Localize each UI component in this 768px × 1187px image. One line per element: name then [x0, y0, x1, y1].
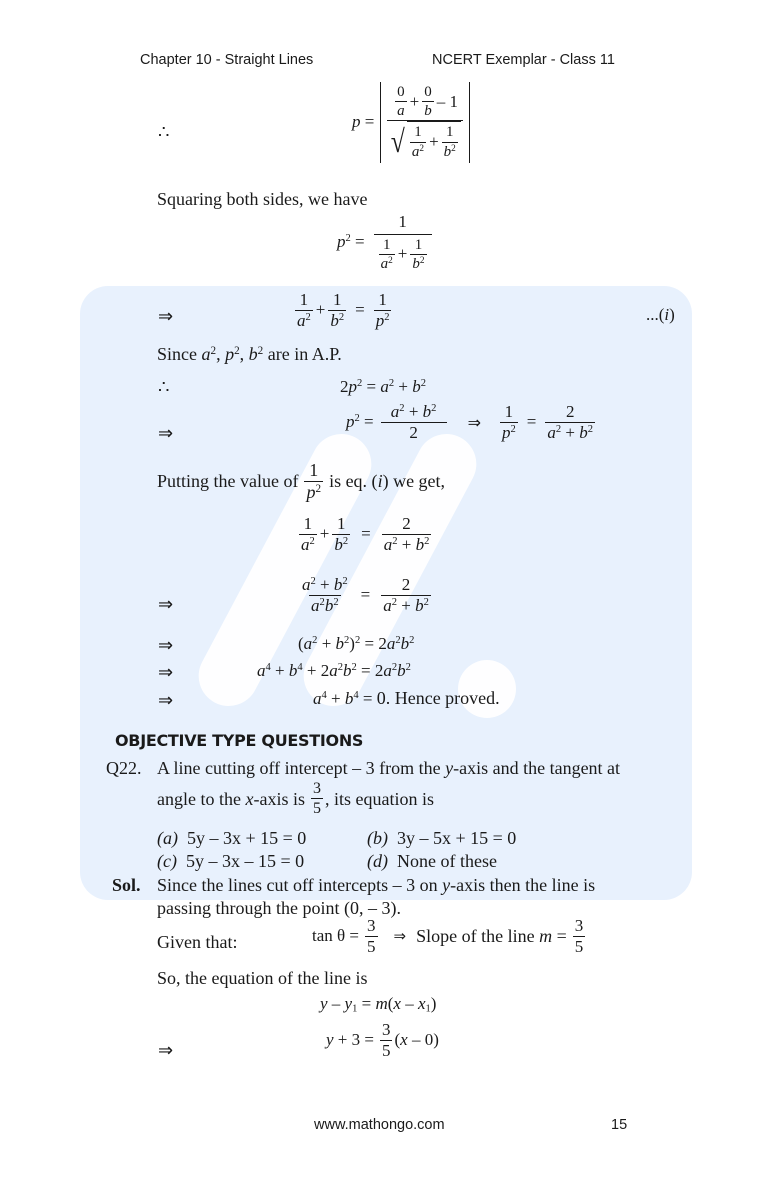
putting-text: Putting the value of $\frac{1}{p^2}$ is eq. (i) we get, — [157, 460, 446, 502]
point-slope-form: $y - y_1 = m(x - x_1)$ — [320, 994, 437, 1015]
abs-value-bars: $\frac{0}{a}$ + $\frac{0}{b}$ – 1 √ $\frac{1}{a^2}$ + $\frac{1}{b^2}$ — [380, 82, 469, 163]
eq-2p2: $2p^2 = a^2 + b^2$ — [340, 377, 426, 396]
implies-symbol: ⇒ — [158, 690, 174, 711]
implies-symbol: ⇒ — [158, 423, 174, 444]
header-book: NCERT Exemplar - Class 11 — [432, 52, 615, 68]
option-d[interactable]: (d) None of these — [367, 851, 497, 871]
eq-p-lhs: p = — [352, 112, 375, 132]
eq-p2-half: $p^2$ = $\frac{a^2 + b^2}{2}$ ⇒ $\frac{1}{p^2}$ = $\frac{2}{a^2 + b^2}$ — [346, 402, 593, 442]
question-number: Q22. — [106, 758, 142, 778]
solution-line-1: Since the lines cut off intercepts – 3 on y-axis then the line is — [157, 875, 596, 895]
therefore-symbol: ∴ — [158, 377, 170, 397]
implies-symbol: ⇒ — [158, 635, 174, 656]
implies-symbol: ⇒ — [158, 594, 174, 615]
implies-symbol: ⇒ — [158, 306, 174, 327]
step-3: $(a^2 + b^2)^2 = 2a^2b^2$ — [298, 634, 415, 653]
footer-website[interactable]: www.mathongo.com — [314, 1117, 445, 1133]
solution-line-2: passing through the point (0, – 3). — [157, 898, 401, 918]
step-1: $\frac{1}{a^2}$ + $\frac{1}{b^2}$ = $\frac{2}{a^2 + b^2}$ — [301, 514, 430, 554]
implies-symbol: ⇒ — [158, 1040, 174, 1061]
squaring-text: Squaring both sides, we have — [157, 189, 368, 209]
since-text: Since $a^2$, $p^2$, $b^2$ are in A.P. — [157, 344, 342, 364]
header-chapter: Chapter 10 - Straight Lines — [140, 52, 314, 68]
step-4: $a^4 + b^4 + 2a^2b^2 = 2a^2b^2$ — [257, 661, 411, 680]
eq-p-abs — [352, 82, 470, 163]
option-c[interactable]: (c) 5y – 3x – 15 = 0 — [157, 851, 305, 871]
implies-symbol: ⇒ — [158, 662, 174, 683]
so-text: So, the equation of the line is — [157, 968, 368, 988]
given-expr: tan θ = $\frac{3}{5}$ ⇒ Slope of the line m = $\frac{3}{5}$ — [312, 916, 584, 956]
sqrt: √ $\frac{1}{a^2}$ + $\frac{1}{b^2}$ — [389, 121, 460, 160]
eq-label-i: ...(i) — [646, 305, 675, 324]
option-a[interactable]: (a) 5y – 3x + 15 = 0 — [157, 828, 307, 848]
step-2: $\frac{a^2 + b^2}{a^2b^2}$ = $\frac{2}{a^2 + b^2}$ — [302, 575, 429, 615]
question-line-2: angle to the x-axis is $\frac{3}{5}$ , its equation is — [157, 780, 434, 818]
eq-p2: $p^2$ = 1 $\frac{1}{a^2}$ + $\frac{1}{b^2}$ — [337, 212, 435, 273]
question-line-1: A line cutting off intercept – 3 from the y-axis and the tangent at — [157, 758, 621, 778]
section-heading: OBJECTIVE TYPE QUESTIONS — [115, 731, 364, 750]
step-5: $a^4 + b^4 = 0$. Hence proved. — [313, 688, 500, 708]
option-b[interactable]: (b) 3y – 5x + 15 = 0 — [367, 828, 517, 848]
solution-label: Sol. — [112, 875, 141, 895]
final-equation: y + 3 = $\frac{3}{5}$ (x – 0) — [326, 1020, 439, 1060]
page-number: 15 — [611, 1117, 628, 1133]
given-label: Given that: — [157, 932, 238, 952]
therefore-symbol: ∴ — [158, 122, 170, 142]
eq-i: $\frac{1}{a^2}$ + $\frac{1}{b^2}$ = $\frac{1}{p^2}$ — [297, 290, 390, 330]
